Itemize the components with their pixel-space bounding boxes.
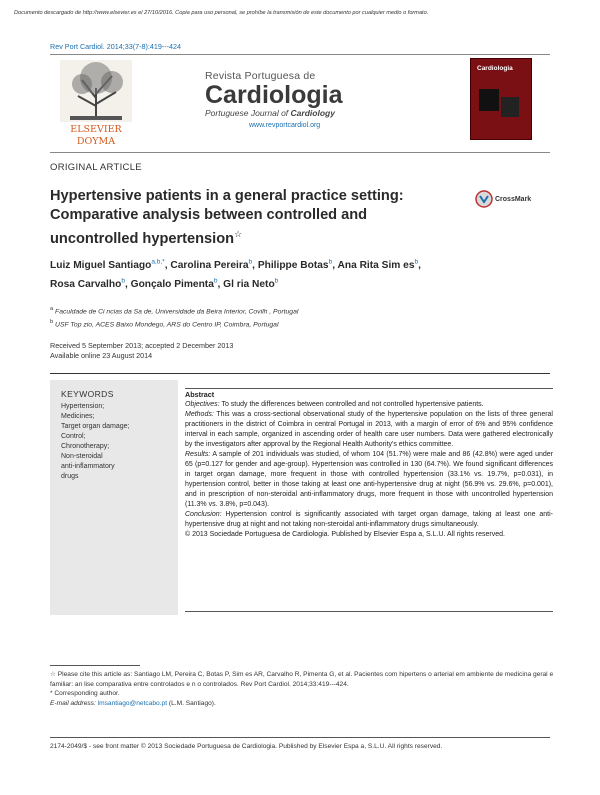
abstract-rule-top	[185, 388, 553, 389]
keywords-list	[61, 402, 130, 482]
journal-cover	[470, 58, 532, 140]
article-title	[50, 187, 430, 249]
corresponding-footnote: * Corresponding author.	[50, 690, 120, 697]
abstract-objectives: Objectives: To study the differences between controlled and not controlled hypertensive patients.	[185, 401, 484, 408]
publisher-line2: DOYMA	[76, 136, 116, 147]
issn-line: 2174-2049/$ - see front matter © 2013 Sociedade Portuguesa de Cardiologia. Published by Elsevier Espa a, S.L.U. All rights reserved.	[50, 743, 443, 750]
cite-footnote: ☆ Please cite this article as: Santiago LM, Pereira C, Botas P, Sim es AR, Carvalho R, Pimenta G, et al. Pacientes com hipertens o arterial em ambiente de medicina geral e familiar: an lise comparativa entre controlados e n o controlados. Rev Port Cardiol. 2014;33:419---424.	[50, 671, 554, 688]
email-link[interactable]: lmsantiago@netcabo.pt	[97, 699, 168, 707]
header-rule-top	[50, 54, 550, 55]
abstract-methods: Methods: This was a cross-sectional observational study of the hypertensive population on the lists of three general practitioners in the district of Coimbra in central Portugal in 2013, with a margin of error of 6% and 95% confidence interval in each sample, organized in ascending order of health care user numbers. Data were gathered electronically by the investigators after approval by the Regional Health Authority's ethics committee.	[185, 411, 553, 448]
keyword-item: Hypertension;	[61, 403, 105, 410]
journal-subtitle-bold: Cardiology	[290, 108, 335, 118]
abstract-title: Abstract	[185, 390, 215, 399]
bottom-rule	[50, 737, 550, 738]
author-4: Ana Rita Sim $es^b$,	[337, 259, 421, 272]
download-notice: Documento descargado de http://www.elsevier.es el 27/10/2016. Copia para uso personal, se prohíbe la transmisión de este documento por cualquier medio o formato.	[14, 10, 429, 16]
email-footnote: E-mail address: lmsantiago@netcabo.pt (L.M. Santiago).	[50, 699, 216, 707]
keyword-item: drugs	[61, 473, 79, 480]
elsevier-tree-icon	[52, 58, 140, 150]
elsevier-logo	[52, 58, 140, 150]
affiliation-b: $^b$ USF Top zio, ACES Baixo Mondego, ARS do Centro IP, Coimbra, Portugal	[50, 319, 279, 329]
article-dates	[50, 341, 233, 361]
affiliations	[50, 304, 550, 331]
cover-image-2	[501, 97, 519, 117]
abstract-conclusion: Conclusion: Hypertension control is significantly associated with target organ damage, taking at least one anti-hypertensive drug at night and not taking non-steroidal anti-inflammatory drugs simultaneously.	[185, 511, 553, 528]
footnote-rule	[50, 665, 140, 666]
article-type: ORIGINAL ARTICLE	[50, 162, 142, 173]
section-divider	[50, 373, 550, 374]
author-7: Gl ria Neto$^b$	[223, 277, 279, 290]
journal-name: Cardiologia	[205, 81, 343, 109]
journal-citation[interactable]: Rev Port Cardiol. 2014;33(7-8):419---424	[50, 42, 182, 51]
keyword-item: Chronotherapy;	[61, 443, 110, 450]
abstract-results: Results: A sample of 201 individuals was studied, of whom 104 (51.7%) were male and 86 (42.8%) were aged under 65 (p=0.127 for gender and age-group). Hypertension was controlled in 130 (64.7%). We found significant differences in target organ damage, more frequent in those with controlled hypertension (33.1% vs. 19.7%, p=0.031), in hypertension control, better in those taking at least one anti-hypertensive drug at night (56.9% vs. 29.6%, p=0.001), and in prescription of non-steroidal anti-inflammatory drugs, more frequent in those with uncontrolled hypertension (11.3% vs. 3.8%, p=0.043).	[185, 451, 553, 508]
journal-rev: Revista Portuguesa de	[205, 70, 316, 82]
online-date: Available online 23 August 2014	[50, 351, 153, 360]
header-rule-bottom	[50, 152, 550, 153]
author-list	[50, 255, 550, 292]
crossmark-badge[interactable]	[475, 190, 545, 210]
footnotes	[50, 670, 555, 708]
author-1: Luiz Miguel Santiago$^{a,b,*}$,	[50, 259, 171, 272]
abstract-rule-bottom	[185, 611, 553, 612]
abstract-copyright: © 2013 Sociedade Portuguesa de Cardiologia. Published by Elsevier Espa a, S.L.U. All rights reserved.	[185, 531, 505, 538]
keyword-item: Non-steroidal	[61, 453, 103, 460]
crossmark-label: CrossMark	[495, 196, 532, 203]
author-5: Rosa Carvalho$^b$,	[50, 277, 131, 290]
keywords-box	[50, 380, 178, 615]
received-date: Received 5 September 2013; accepted 2 December 2013	[50, 341, 234, 350]
affiliation-a: $^a$ Faculdade de Ci ncias da Sa de, Universidade da Beira Interior, Covilh , Portugal	[50, 306, 299, 316]
keyword-item: Target organ damage;	[61, 423, 130, 430]
keyword-item: Medicines;	[61, 413, 95, 420]
publisher-line1: ELSEVIER	[70, 124, 122, 135]
author-6: Gonçalo Pimenta$^b$,	[130, 277, 224, 290]
author-2: Carolina Pereira$^b$,	[170, 259, 258, 272]
cover-title: Cardiologia	[477, 65, 513, 72]
abstract	[185, 390, 553, 540]
journal-url[interactable]: www.revportcardiol.org	[249, 122, 321, 129]
cover-image-1	[479, 89, 499, 111]
journal-subtitle-prefix: Portuguese Journal of	[205, 108, 289, 118]
journal-subtitle	[205, 108, 405, 118]
keyword-item: Control;	[61, 433, 86, 440]
crossmark-icon	[475, 190, 493, 208]
title-footnote-mark[interactable]: ☆	[234, 229, 243, 239]
article-title-text: Hypertensive patients in a general practice setting: Comparative analysis between controlled and uncontrolled hypertension	[50, 188, 404, 247]
keyword-item: anti-inflammatory	[61, 463, 115, 470]
author-3: Philippe Botas$^b$,	[257, 259, 338, 272]
keywords-title: KEYWORDS	[61, 389, 114, 399]
journal-masthead	[205, 70, 405, 129]
